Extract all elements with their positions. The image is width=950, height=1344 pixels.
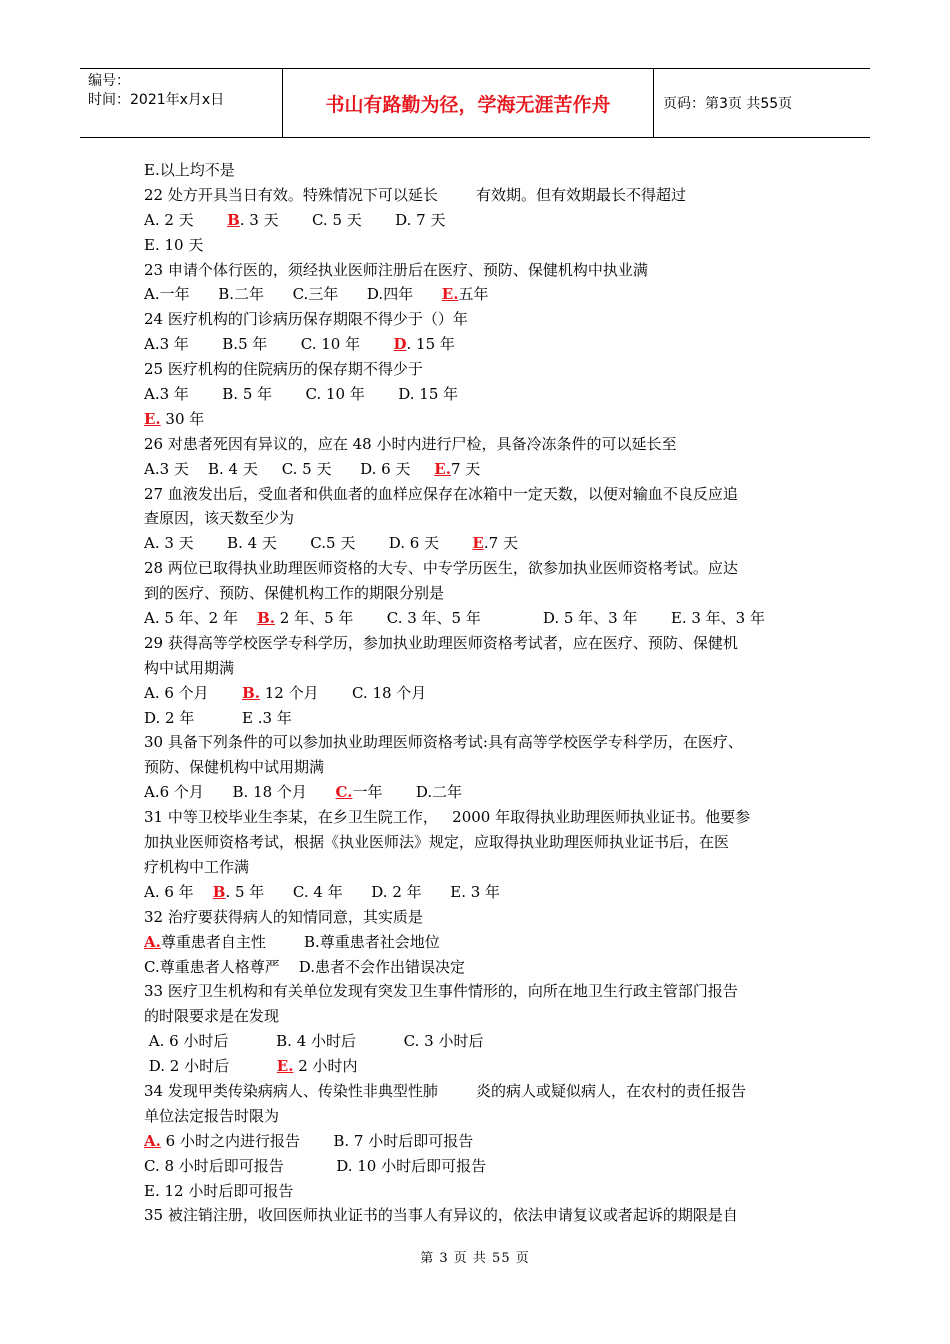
serial-label: 编号： [88, 73, 130, 89]
line-text: D. 2 年 E .3 年 [144, 708, 292, 727]
text-line [144, 1029, 814, 1054]
line-text: . 15 年 [406, 335, 455, 354]
line-text: A. 6 年 [144, 882, 213, 901]
header-meta [80, 69, 282, 137]
line-text: .7 天 [483, 534, 518, 553]
text-line [144, 1004, 814, 1029]
line-text: 构中试用期满 [144, 658, 235, 677]
line-text: 五年 [458, 285, 489, 304]
line-text: E. 10 天 [144, 235, 204, 254]
line-text: 6 小时之内进行报告 B. 7 小时后即可报告 [160, 1131, 474, 1150]
text-line [144, 606, 814, 631]
text-line [144, 1054, 814, 1079]
text-line [144, 531, 814, 556]
text-line [144, 382, 814, 407]
page-header [80, 68, 870, 138]
date-label: 时间：2021年x月x日 [88, 92, 225, 108]
line-text: C. 8 小时后即可报告 D. 10 小时后即可报告 [144, 1156, 487, 1175]
text-line [144, 955, 814, 980]
answer-marker: B. [257, 609, 275, 628]
line-text: 30 具备下列条件的可以参加执业助理医师资格考试:具有高等学校医学专科学历，在医疗、 [144, 733, 743, 752]
text-line [144, 258, 814, 283]
text-line [144, 332, 814, 357]
text-line [144, 706, 814, 731]
line-text: A.一年 B.二年 C.三年 D.四年 [144, 285, 442, 304]
text-line [144, 208, 814, 233]
line-text: 30 年 [160, 409, 205, 428]
line-text: 7 天 [450, 459, 481, 478]
answer-marker: E. [441, 285, 459, 304]
line-text: E. 12 小时后即可报告 [144, 1181, 294, 1200]
line-text: 2 年、5 年 C. 3 年、5 年 D. 5 年、3 年 E. 3 年、3 年 [274, 609, 765, 628]
text-line [144, 357, 814, 382]
line-text: C.尊重患者人格尊严 D.患者不会作出错误决定 [144, 957, 466, 976]
answer-marker: A. [144, 932, 161, 951]
line-text: 一年 D.二年 [352, 783, 463, 802]
line-text: 预防、保健机构中试用期满 [144, 758, 325, 777]
line-text: A.6 个月 B. 18 个月 [144, 783, 336, 802]
text-line [144, 755, 814, 780]
answer-marker: B [212, 882, 226, 901]
line-text: 35 被注销注册，收回医师执业证书的当事人有异议的，依法申请复议或者起诉的期限是自 [144, 1206, 738, 1225]
answer-marker: E. [434, 459, 451, 478]
text-line [144, 556, 814, 581]
line-text: A. 6 个月 [144, 683, 243, 702]
text-line [144, 1154, 814, 1179]
line-text: 33 医疗卫生机构和有关单位发现有突发卫生事件情形的，向所在地卫生行政主管部门报告 [144, 982, 738, 1001]
line-text: 尊重患者自主性 B.尊重患者社会地位 [160, 932, 440, 951]
text-line [144, 631, 814, 656]
text-line [144, 407, 814, 432]
line-text: 24 医疗机构的门诊病历保存期限不得少于（）年 [144, 310, 468, 329]
line-text: . 3 天 C. 5 天 D. 7 天 [239, 210, 446, 229]
text-line [144, 730, 814, 755]
text-line [144, 979, 814, 1004]
line-text: 疗机构中工作满 [144, 857, 250, 876]
text-line [144, 183, 814, 208]
answer-marker: E. [276, 1057, 294, 1076]
header-page-number: 页码：第3页 共55页 [663, 96, 793, 112]
line-text: A. 3 天 B. 4 天 C.5 天 D. 6 天 [144, 534, 473, 553]
text-line [144, 1104, 814, 1129]
line-text: 25 医疗机构的住院病历的保存期不得少于 [144, 360, 423, 379]
line-text: 27 血液发出后，受血者和供血者的血样应保存在冰箱中一定天数，以便对输血不良反应追 [144, 484, 738, 503]
text-line [144, 805, 814, 830]
line-text: E.以上均不是 [144, 161, 235, 179]
text-line [144, 880, 814, 905]
line-text: 31 中等卫校毕业生李某，在乡卫生院工作， 2000 年取得执业助理医师执业证书。他要参 [144, 808, 751, 827]
text-line [144, 905, 814, 930]
line-text: 23 申请个体行医的，须经执业医师注册后在医疗、预防、保健机构中执业满 [144, 260, 648, 279]
line-text: 12 个月 C. 18 个月 [259, 683, 427, 702]
text-line [144, 457, 814, 482]
answer-marker: A. [144, 1131, 161, 1150]
header-motto: 书山有路勤为径，学海无涯苦作舟 [282, 69, 654, 137]
line-text: A. 5 年、2 年 [144, 609, 258, 628]
answer-marker: B. [242, 683, 260, 702]
text-line [144, 506, 814, 531]
page-footer: 第 3 页 共 55 页 [420, 1251, 530, 1266]
line-text: 的时限要求是在发现 [144, 1007, 280, 1026]
text-line [144, 581, 814, 606]
text-line [144, 1203, 814, 1228]
text-line [144, 233, 814, 258]
line-text: 32 治疗要获得病人的知情同意，其实质是 [144, 907, 423, 926]
line-text: 34 发现甲类传染病病人、传染性非典型性肺 炎的病人或疑似病人，在农村的责任报告 [144, 1081, 747, 1100]
question-list [144, 158, 814, 1228]
answer-marker: E. [144, 409, 161, 428]
text-line [144, 656, 814, 681]
line-text: 加执业医师资格考试，根据《执业医师法》规定，应取得执业助理医师执业证书后，在医 [144, 833, 730, 852]
line-text: 29 获得高等学校医学专科学历，参加执业助理医师资格考试者，应在医疗、预防、保健机 [144, 633, 738, 652]
line-text: 28 两位已取得执业助理医师资格的大专、中专学历医生，欲参加执业医师资格考试。应达 [144, 559, 738, 578]
line-text: 22 处方开具当日有效。特殊情况下可以延长 有效期。但有效期最长不得超过 [144, 185, 687, 204]
line-text: A.3 年 B. 5 年 C. 10 年 D. 15 年 [144, 385, 459, 404]
text-line [144, 432, 814, 457]
line-text: . 5 年 C. 4 年 D. 2 年 E. 3 年 [225, 882, 501, 901]
line-text: 单位法定报告时限为 [144, 1106, 280, 1125]
text-line [144, 158, 814, 183]
line-text: A.3 天 B. 4 天 C. 5 天 D. 6 天 [144, 459, 435, 478]
line-text: 2 小时内 [293, 1057, 358, 1076]
answer-marker: B [227, 210, 240, 229]
text-line [144, 1179, 814, 1204]
line-text: 26 对患者死因有异议的，应在 48 小时内进行尸检，具备冷冻条件的可以延长至 [144, 434, 677, 453]
text-line [144, 930, 814, 955]
text-line [144, 1079, 814, 1104]
text-line [144, 780, 814, 805]
text-line [144, 855, 814, 880]
text-line [144, 681, 814, 706]
line-text: 查原因，该天数至少为 [144, 509, 295, 528]
line-text: A. 2 天 [144, 210, 228, 229]
text-line [144, 830, 814, 855]
answer-marker: D [393, 335, 407, 354]
answer-marker: C. [335, 783, 353, 802]
line-text: D. 2 小时后 [144, 1057, 277, 1076]
line-text: 到的医疗、预防、保健机构工作的期限分别是 [144, 584, 445, 603]
line-text: A. 6 小时后 B. 4 小时后 C. 3 小时后 [144, 1032, 484, 1051]
text-line [144, 1129, 814, 1154]
text-line [144, 482, 814, 507]
answer-marker: E [472, 534, 484, 553]
line-text: A.3 年 B.5 年 C. 10 年 [144, 335, 394, 354]
text-line [144, 307, 814, 332]
text-line [144, 282, 814, 307]
